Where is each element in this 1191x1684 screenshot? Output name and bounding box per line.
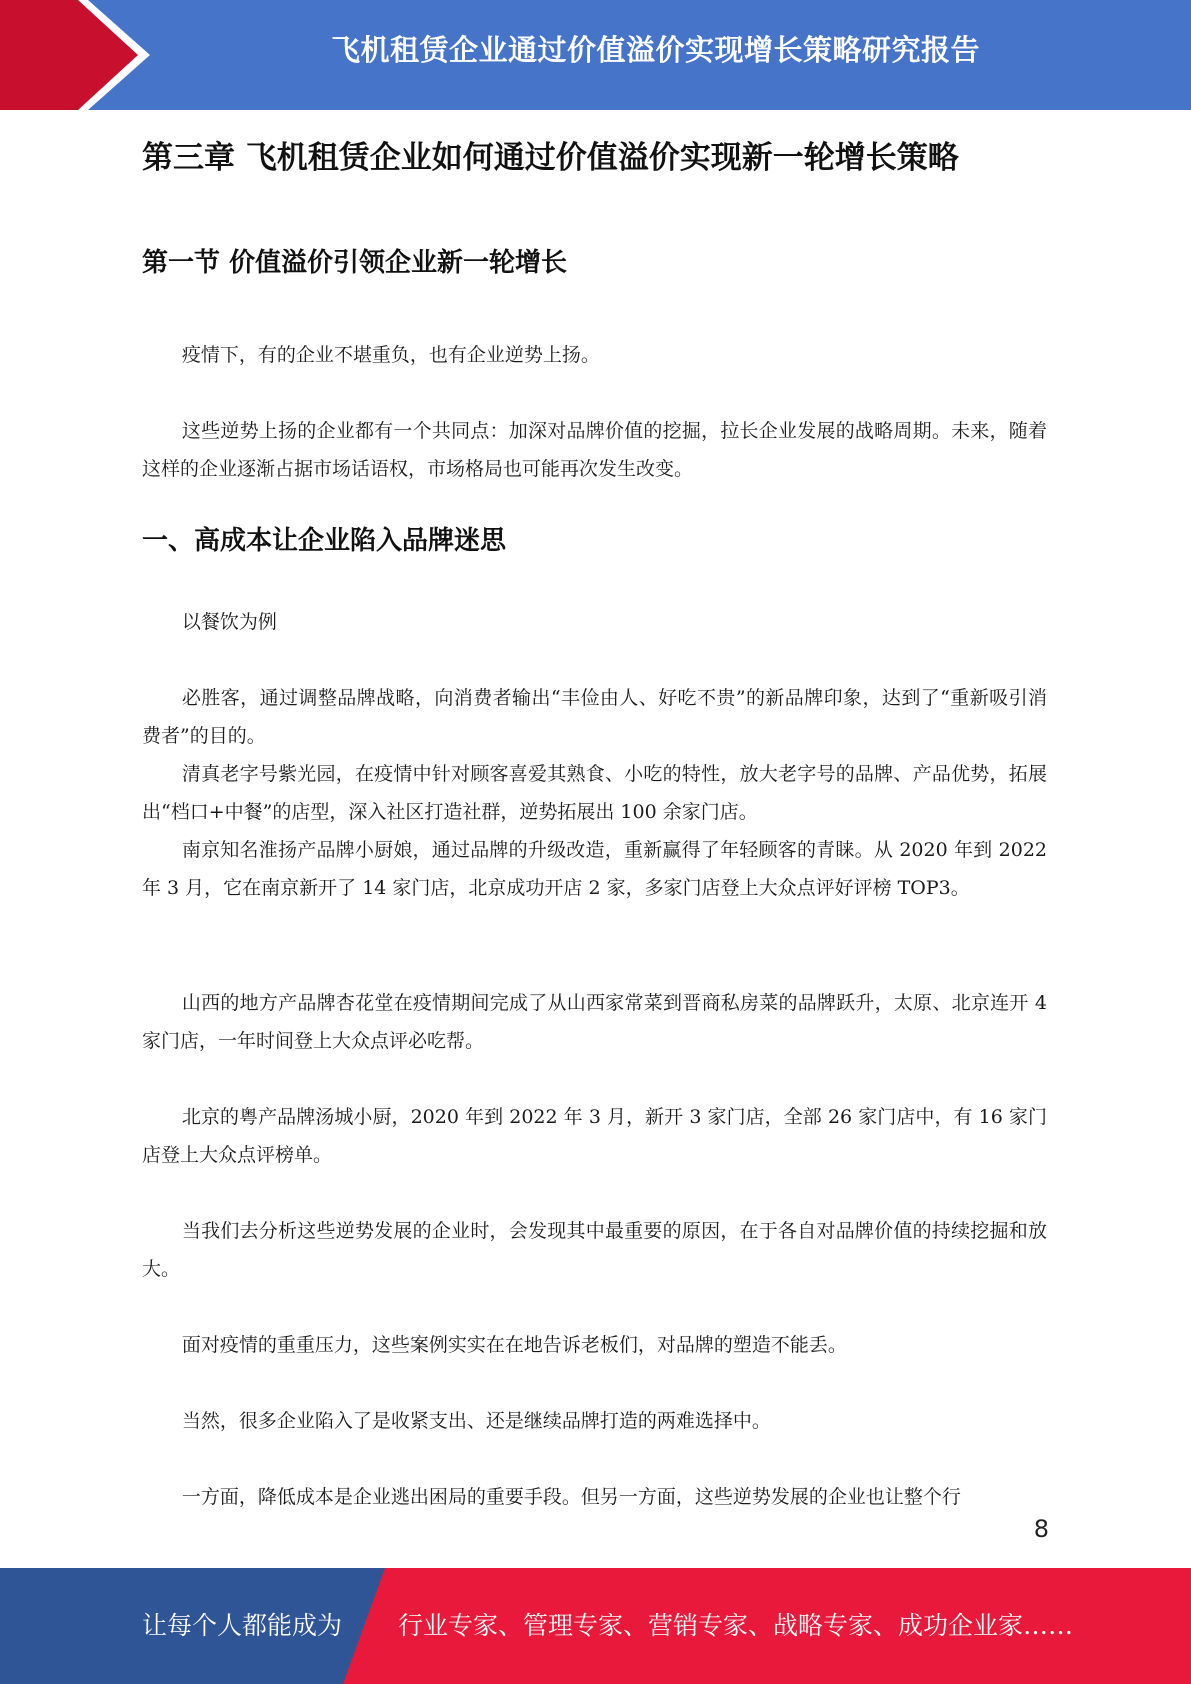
paragraph: 这些逆势上扬的企业都有一个共同点：加深对品牌价值的挖掘，拉长企业发展的战略周期。未来，随着这样的企业逐渐占据市场话语权，市场格局也可能再次发生改变。 xyxy=(142,420,1047,480)
paragraph: 一方面，降低成本是企业逃出困局的重要手段。但另一方面，这些逆势发展的企业也让整个行 xyxy=(181,1486,961,1508)
paragraph: 必胜客，通过调整品牌战略，向消费者输出“丰俭由人、好吃不贵”的新品牌印象，达到了“重新吸引消费者”的目的。 xyxy=(142,687,1047,747)
page-header xyxy=(0,0,1191,110)
paragraph: 以餐饮为例 xyxy=(181,611,277,633)
paragraph: 南京知名淮扬产品牌小厨娘，通过品牌的升级改造，重新赢得了年轻顾客的青睐。从 2020 年到 2022 年 3 月，它在南京新开了 14 家门店，北京成功开店 2 家，多家门店登上大众点评好评榜 TOP3。 xyxy=(142,839,1047,899)
subsection-title: 一、高成本让企业陷入品牌迷思 xyxy=(142,526,507,556)
section-title: 第一节 价值溢价引领企业新一轮增长 xyxy=(142,248,568,278)
report-title: 飞机租赁企业通过价值溢价实现增长策略研究报告 xyxy=(330,33,980,67)
paragraph: 当我们去分析这些逆势发展的企业时，会发现其中最重要的原因，在于各自对品牌价值的持续挖掘和放大。 xyxy=(142,1220,1047,1280)
paragraph: 当然，很多企业陷入了是收紧支出、还是继续品牌打造的两难选择中。 xyxy=(181,1410,771,1432)
paragraph: 山西的地方产品牌杏花堂在疫情期间完成了从山西家常菜到晋商私房菜的品牌跃升，太原、北京连开 4 家门店，一年时间登上大众点评必吃帮。 xyxy=(142,992,1047,1052)
footer-slogan-left: 让每个人都能成为 xyxy=(142,1611,343,1640)
paragraph: 北京的粤产品牌汤城小厨，2020 年到 2022 年 3 月，新开 3 家门店，全部 26 家门店中，有 16 家门店登上大众点评榜单。 xyxy=(142,1106,1047,1166)
page-footer xyxy=(0,1568,1191,1684)
page-number: 8 xyxy=(1033,1515,1049,1543)
paragraph: 疫情下，有的企业不堪重负，也有企业逆势上扬。 xyxy=(181,344,600,366)
chapter-title: 第三章 飞机租赁企业如何通过价值溢价实现新一轮增长策略 xyxy=(142,140,959,176)
footer-slogan-right: 行业专家、管理专家、营销专家、战略专家、成功企业家…… xyxy=(398,1611,1074,1640)
paragraph: 面对疫情的重重压力，这些案例实实在在地告诉老板们，对品牌的塑造不能丢。 xyxy=(181,1334,847,1356)
paragraph: 清真老字号紫光园，在疫情中针对顾客喜爱其熟食、小吃的特性，放大老字号的品牌、产品优势，拓展出“档口+中餐”的店型，深入社区打造社群，逆势拓展出 100 余家门店。 xyxy=(142,763,1047,823)
